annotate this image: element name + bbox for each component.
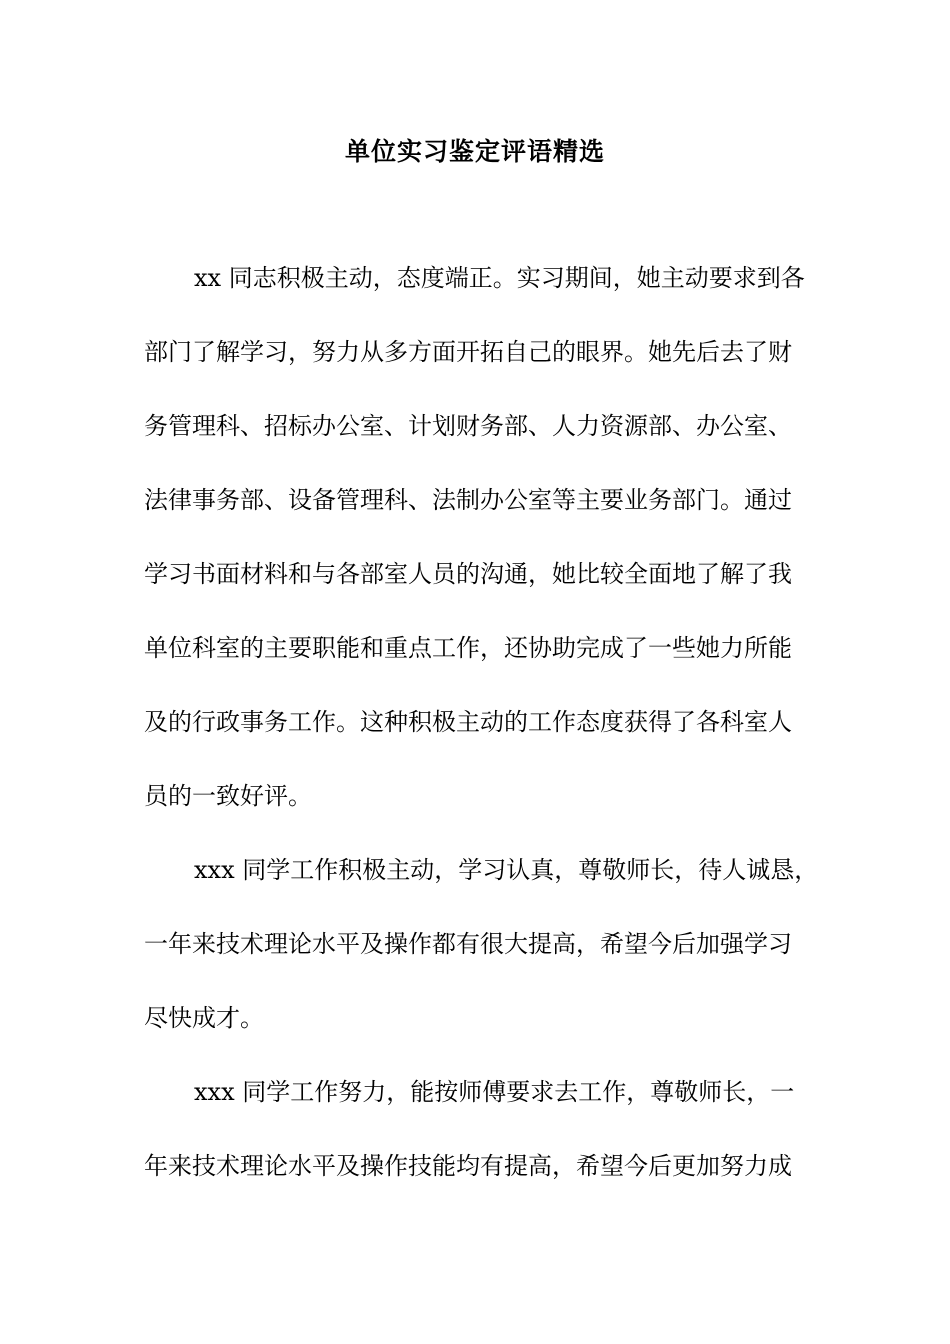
paragraph-line: 务管理科、招标办公室、计划财务部、人力资源部、办公室、 [144,412,792,440]
paragraph-line: xx 同志积极主动，态度端正。实习期间，她主动要求到各 [194,264,805,292]
paragraph-line: 及的行政事务工作。这种积极主动的工作态度获得了各科室人 [144,708,792,736]
paragraph-line: 一年来技术理论水平及操作都有很大提高，希望今后加强学习 [144,930,792,958]
document-title: 单位实习鉴定评语精选 [344,137,605,166]
paragraph-3 [144,1072,812,1220]
document-body [144,258,819,1220]
paragraph-line: 部门了解学习，努力从多方面开拓自己的眼界。她先后去了财 [144,338,792,366]
paragraph-line: xxx 同学工作积极主动，学习认真，尊敬师长，待人诚恳， [194,856,819,884]
paragraph-line: 尽快成才。 [144,1004,264,1032]
paragraph-line: 员的一致好评。 [144,782,312,810]
paragraph-line: xxx 同学工作努力，能按师傅要求去工作，尊敬师长，一 [194,1078,795,1106]
paragraph-line: 单位科室的主要职能和重点工作，还协助完成了一些她力所能 [144,634,792,662]
paragraph-line: 年来技术理论水平及操作技能均有提高，希望今后更加努力成 [144,1152,792,1180]
paragraph-2 [144,850,819,1072]
paragraph-1 [144,258,812,850]
paragraph-line: 学习书面材料和与各部室人员的沟通，她比较全面地了解了我 [144,560,792,588]
paragraph-line: 法律事务部、设备管理科、法制办公室等主要业务部门。通过 [144,486,792,514]
